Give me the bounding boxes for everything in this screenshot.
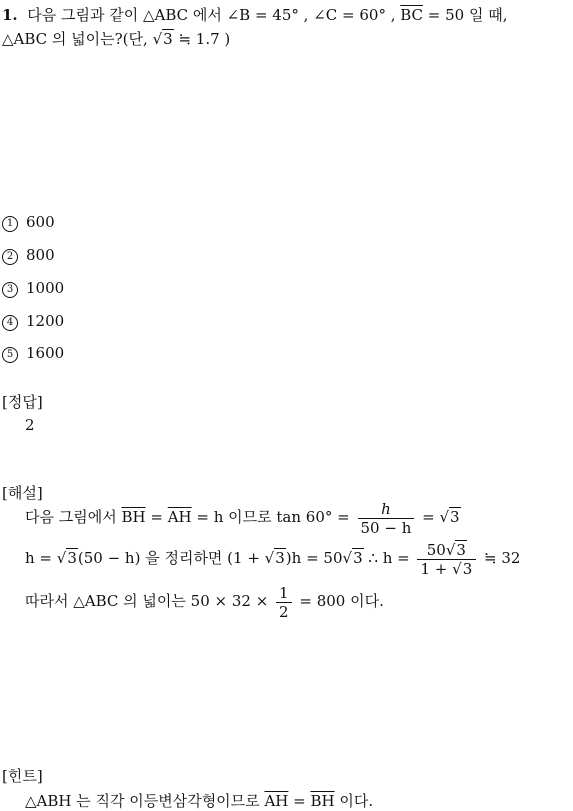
sqrt-3: 3 xyxy=(462,559,473,578)
segment-ah: $\overline{AH}$ xyxy=(264,792,289,810)
solution-header: [해설] xyxy=(2,484,43,502)
question-line-2 xyxy=(2,28,230,49)
hint-header: [힌트] xyxy=(2,767,43,785)
choice-4[interactable] xyxy=(2,312,64,331)
fraction-numerator: 1 xyxy=(276,584,292,603)
solution-text: = h 이므로 tan 60° = xyxy=(191,508,355,526)
choice-text-2: 800 xyxy=(26,246,55,264)
fraction-numerator xyxy=(417,541,476,560)
choice-marker-2: 2 xyxy=(2,249,18,265)
fraction-h-over-50-minus-h xyxy=(358,500,415,537)
solution-text: = √ xyxy=(417,508,450,526)
segment-ah: $\overline{AH}$ xyxy=(167,508,192,526)
solution-text: = 800 이다. xyxy=(294,592,384,610)
sqrt-3: 3 xyxy=(275,549,285,567)
solution-text: (50 − h) 을 정리하면 (1 + √ xyxy=(77,549,275,567)
solution-text: 따라서 △ABC 의 넓이는 50 × 32 × xyxy=(25,592,274,610)
question-text-2a: △ABC 의 넓이는?(단, √ xyxy=(2,30,163,48)
choice-marker-3: 3 xyxy=(2,282,18,298)
choice-2[interactable] xyxy=(2,246,55,265)
choice-text-1: 600 xyxy=(26,213,55,231)
choice-marker-4: 4 xyxy=(2,315,18,331)
choice-text-5: 1600 xyxy=(26,344,65,362)
segment-bh: $\overline{BH}$ xyxy=(121,508,146,526)
solution-line-1 xyxy=(25,498,461,537)
sqrt-3: 3 xyxy=(456,540,466,559)
fraction-numerator: h xyxy=(358,500,415,519)
solution-text: )h = 50√ xyxy=(285,549,353,567)
choice-text-3: 1000 xyxy=(26,279,65,297)
numerator-text: 50√ xyxy=(426,540,456,559)
answer-header: [정답] xyxy=(2,393,43,411)
question-number: 1. xyxy=(2,6,18,24)
choice-text-4: 1200 xyxy=(26,312,65,330)
question-line-1 xyxy=(2,4,508,25)
choice-marker-1: 1 xyxy=(2,216,18,232)
choice-5[interactable] xyxy=(2,344,64,363)
choice-3[interactable] xyxy=(2,279,64,298)
fraction-h-value xyxy=(417,541,476,578)
denominator-text: 1 + √ xyxy=(420,559,462,578)
fraction-denominator: 2 xyxy=(279,602,289,621)
segment-bc: $\overline{BC}$ xyxy=(400,6,424,24)
solution-text: ∴ h = xyxy=(363,549,415,567)
choice-marker-5: 5 xyxy=(2,347,18,363)
sqrt-3: 3 xyxy=(67,549,77,567)
solution-text: h = √ xyxy=(25,549,67,567)
solution-line-3 xyxy=(25,582,384,621)
hint-text: △ABH 는 직각 이등변삼각형이므로 xyxy=(25,792,265,810)
question-text-1-end: = 50 일 때, xyxy=(423,6,508,24)
answer-value: 2 xyxy=(25,416,35,434)
solution-line-2 xyxy=(25,539,520,578)
hint-text: 이다. xyxy=(334,792,374,810)
sqrt-3: 3 xyxy=(163,30,173,48)
solution-text: ≒ 32 xyxy=(479,549,521,567)
hint-line xyxy=(25,790,373,811)
question-text-1: 다음 그림과 같이 △ABC 에서 ∠B = 45° , ∠C = 60° , xyxy=(27,6,401,24)
sqrt-3: 3 xyxy=(450,508,460,526)
fraction-denominator xyxy=(417,560,476,578)
question-text-2b: ≒ 1.7 ) xyxy=(173,30,231,48)
solution-text: 다음 그림에서 xyxy=(25,508,122,526)
choice-1[interactable] xyxy=(2,213,55,232)
fraction-denominator: 50 − h xyxy=(360,518,412,537)
segment-bh: $\overline{BH}$ xyxy=(310,792,335,810)
equals-sign: = xyxy=(145,508,168,526)
fraction-one-half xyxy=(276,584,292,621)
equals-sign: = xyxy=(288,792,311,810)
sqrt-3: 3 xyxy=(353,549,363,567)
